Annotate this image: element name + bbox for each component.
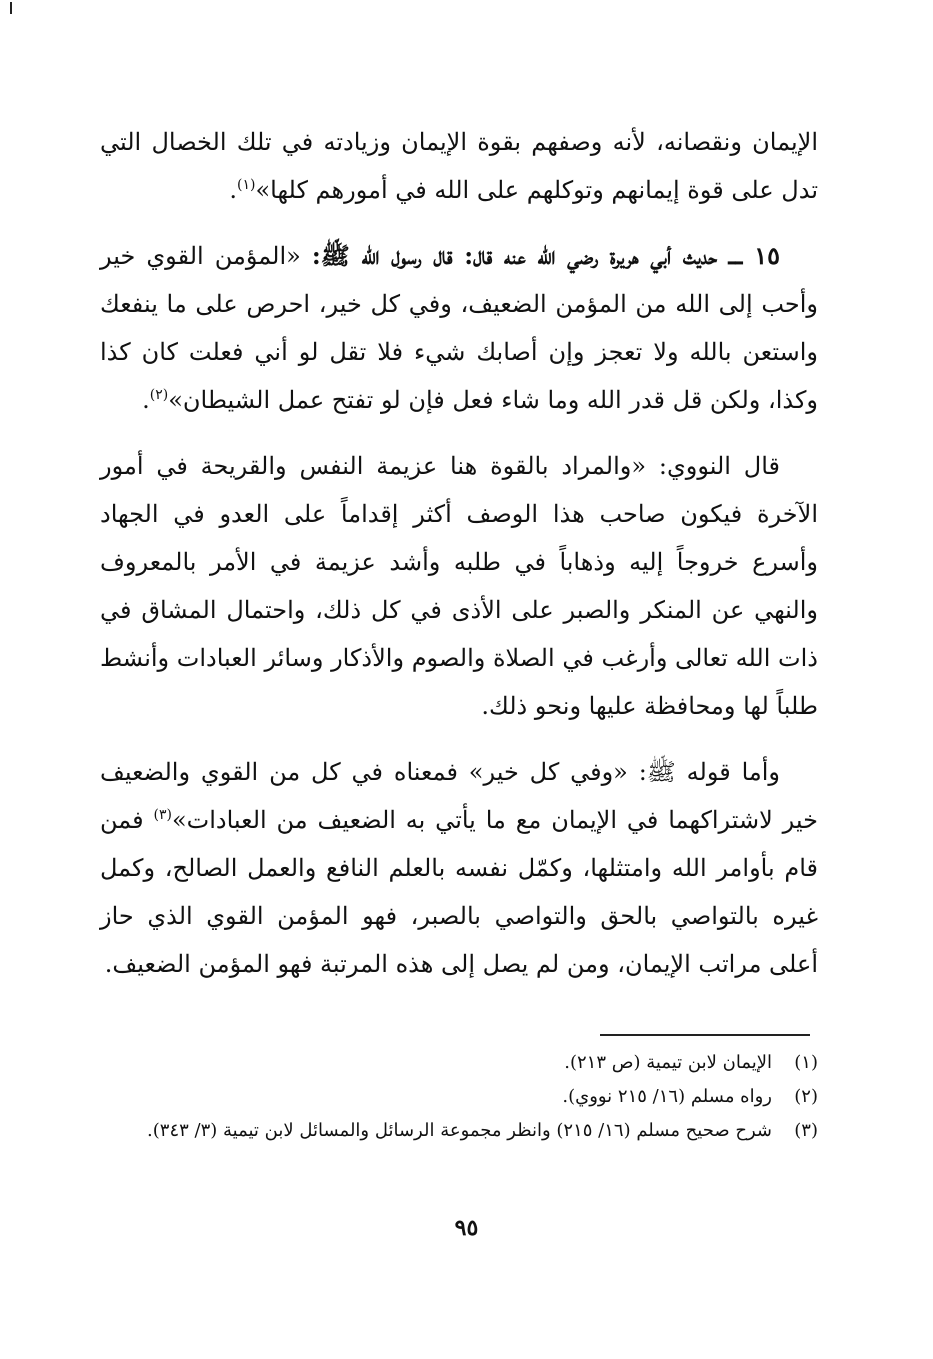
page-body <box>100 118 818 988</box>
paragraph-1: الإيمان ونقصانه، لأنه وصفهم بقوة الإيمان وزيادته في تلك الخصال التي تدل على قوة إيمانهم وتوكلهم على الله في أمورهم كلها»$^{(١)}$. <box>100 128 818 204</box>
footnote-3 <box>110 1114 818 1148</box>
footnotes <box>110 1046 818 1148</box>
paragraph-nawawi <box>100 442 818 730</box>
footnote-text: الإيمان لابن تيمية (ص ٢١٣). <box>564 1052 772 1073</box>
hadith-lead: حديث أبي هريرة رضي الله عنه قال: قال رسول الله ﷺ: <box>311 241 718 270</box>
footnote-text: شرح صحيح مسلم (١٦/ ٢١٥) وانظر مجموعة الرسائل والمسائل لابن تيمية (٣/ ٣٤٣). <box>147 1120 772 1141</box>
hadith-text: «المؤمن القوي خير وأحب إلى الله من المؤمن الضعيف، وفي كل خير، احرص على ما ينفعك واستعن بالله ولا تعجز وإن أصابك شيء فلا تقل لو أني فعلت كان كذا وكذا، ولكن قل قدر الله وما شاء فعل فإن لو تفتح عمل الشيطان» <box>100 242 818 414</box>
page-number: ٩٥ <box>454 1215 479 1241</box>
paragraph-explanation-text-b: فمن قام بأوامر الله وامتثلها، وكمّل نفسه بالعلم النافع والعمل الصالح، وكمل غيره بالتواصي بالحق والتواصي بالصبر، فهو المؤمن القوي الذي حاز أعلى مراتب الإيمان، ومن لم يصل إلى هذه المرتبة فهو المؤمن الضعيف. <box>100 806 819 978</box>
footnote-ref-2[interactable]: (٢) <box>149 387 169 403</box>
footnote-ref-3[interactable]: (٣) <box>153 807 172 823</box>
scan-corner-mark <box>10 2 12 14</box>
footnote-2 <box>110 1080 818 1114</box>
paragraph-explanation <box>100 748 818 988</box>
paragraph-1-text: الإيمان ونقصانه، لأنه وصفهم بقوة الإيمان وزيادته في تلك الخصال التي تدل على قوة إيمانهم وتوكلهم على الله في أمورهم كلها» <box>100 128 818 204</box>
footnote-number: (١) <box>794 1052 818 1073</box>
hadith-number: ١٥ ــ <box>728 241 780 270</box>
footnote-1 <box>110 1046 818 1080</box>
footnote-divider <box>600 1034 810 1036</box>
footnote-text: رواه مسلم (١٦/ ٢١٥ نووي). <box>562 1086 772 1107</box>
footnote-ref-1[interactable]: (١) <box>237 177 256 193</box>
paragraph-hadith-15: ١٥ ــ حديث أبي هريرة رضي الله عنه قال: قال رسول الله ﷺ: «المؤمن القوي خير وأحب إلى الله من المؤمن الضعيف، وفي كل خير، احرص على ما ينفعك واستعن بالله ولا تعجز وإن أصابك شيء فلا تقل لو أني فعلت كان كذا وكذا، ولكن قل قدر الله وما شاء فعل فإن لو تفتح عمل الشيطان»$^{(٢)}$. <box>100 241 818 414</box>
paragraph-explanation-text-a: وأما قوله ﷺ: «وفي كل خير» فمعناه في كل من القوي والضعيف خير لاشتراكهما في الإيمان مع ما يأتي به الضعيف من العبادات» <box>100 758 818 834</box>
footnote-number: (٢) <box>794 1086 818 1107</box>
footnote-number: (٣) <box>794 1120 818 1141</box>
paragraph-nawawi-text: قال النووي: «والمراد بالقوة هنا عزيمة النفس والقريحة في أمور الآخرة فيكون صاحب هذا الوصف أكثر إقداماً على العدو في الجهاد وأسرع خروجاً إليه وذهاباً في طلبه وأشد عزيمة في الأمر بالمعروف والنهي عن المنكر والصبر على الأذى في كل ذلك، واحتمال المشاق في ذات الله تعالى وأرغب في الصلاة والصوم والأذكار وسائر العبادات وأنشط طلباً لها ومحافظة عليها ونحو ذلك. <box>100 452 818 720</box>
